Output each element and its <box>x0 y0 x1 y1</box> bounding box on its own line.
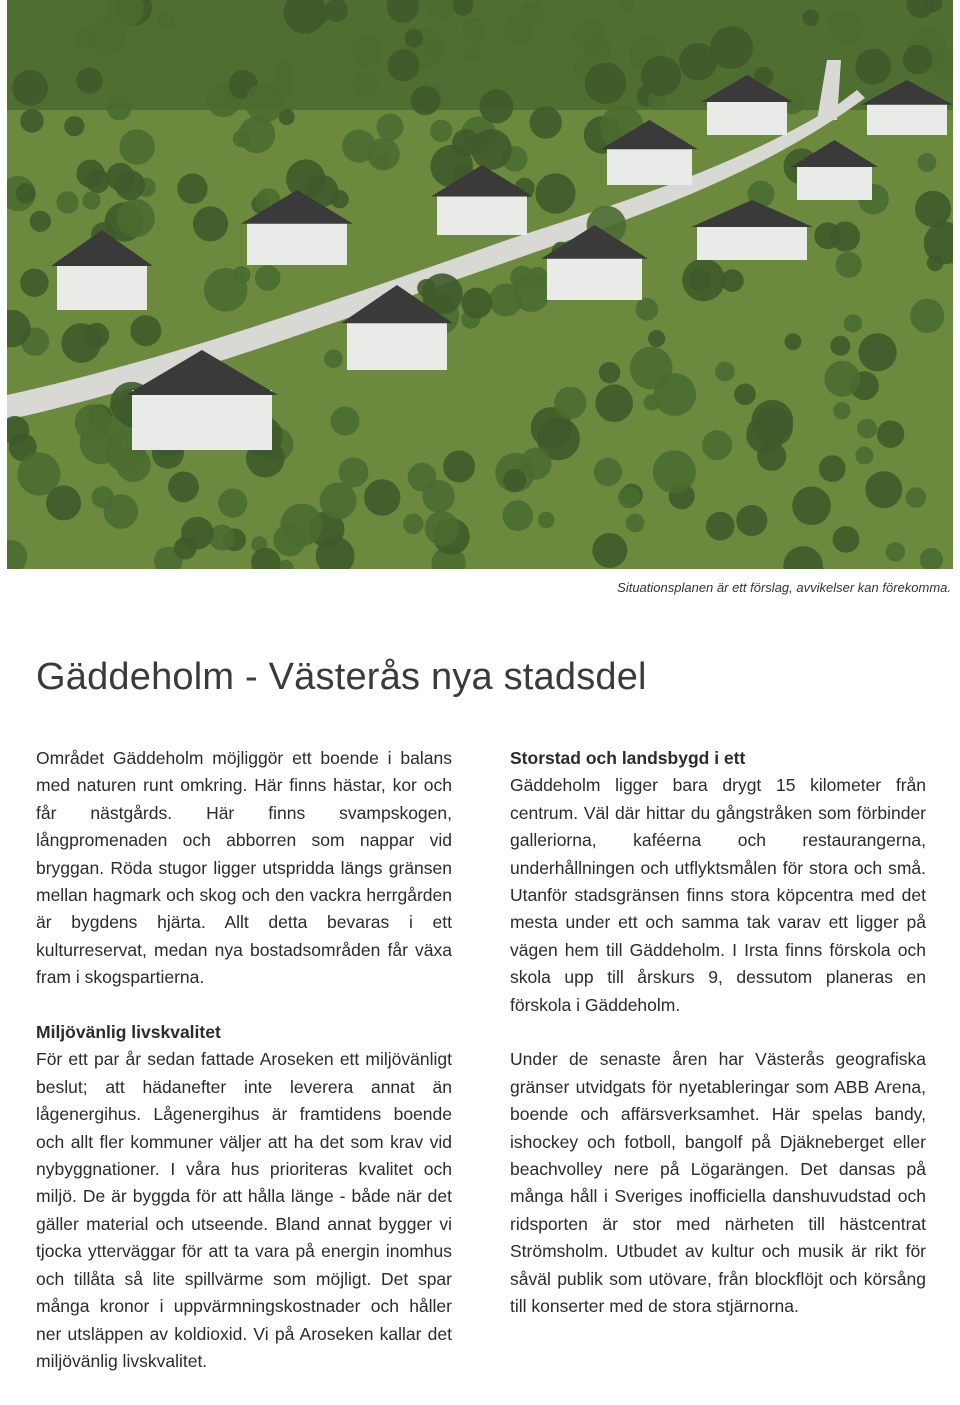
tree <box>320 482 357 519</box>
tree <box>927 255 944 272</box>
tree <box>855 447 873 465</box>
tree <box>92 486 114 508</box>
tree <box>339 457 369 487</box>
tree <box>648 330 665 347</box>
tree <box>430 120 452 142</box>
tree <box>64 116 84 136</box>
tree <box>573 19 607 53</box>
tree <box>599 362 620 383</box>
tree <box>387 49 419 81</box>
right-column <box>510 745 926 1321</box>
tree <box>682 259 725 302</box>
region-paragraph: Under de senaste åren har Västerås geografiska gränser utvidgats för nyetableringar som ABB Arena, boende och affärsverksamhet. Här spelas bandy, ishockey och fotboll, bangolf på Djäkneberget eller beachvolley nere på Lögarängen. Det dansas på många håll i Sveriges inofficiella danshuvudstad och ridsporten är stor med närheten till hästcentrat Strömsholm. Utbudet av kultur och musik är rikt för såväl publik som utövare, från blockflöjt och körsång till konserter med de stora stjärnorna. <box>510 1049 926 1317</box>
tree <box>286 159 325 198</box>
aerial-housing-image <box>7 0 953 569</box>
tree <box>20 269 48 297</box>
tree <box>844 314 862 332</box>
tree <box>87 17 126 56</box>
tree <box>653 450 696 493</box>
tree <box>158 12 176 30</box>
tree <box>75 404 112 441</box>
tree <box>833 526 860 553</box>
tree <box>910 299 944 333</box>
tree <box>830 336 850 356</box>
tree <box>915 191 951 227</box>
tree <box>461 288 492 319</box>
tree <box>751 400 793 442</box>
tree <box>877 421 904 448</box>
tree <box>411 86 440 115</box>
tree <box>331 407 360 436</box>
intro-paragraph: Området Gäddeholm möjliggör ett boende i balans med naturen runt omkring. Här finns hästar, kor och får nästgårds. Här finns svampskogen, långpromenaden och abborren som nappar vid bryggan. Röda stugor ligger utspridda längs gränsen mellan hagmark och skog och den vackra herrgården är bygdens hjärta. Allt detta bevaras i ett kulturreservat, medan nya bostadsområden får växa fram i skogspartierna. <box>36 748 452 988</box>
tree <box>836 252 862 278</box>
tree <box>46 485 81 520</box>
section-heading-city: Storstad och landsbygd i ett <box>510 748 746 768</box>
tree <box>107 96 132 121</box>
tree <box>626 514 645 533</box>
tree <box>785 333 802 350</box>
tree <box>636 298 659 321</box>
tree <box>233 130 250 147</box>
tree <box>479 89 513 123</box>
tree <box>20 109 44 133</box>
tree <box>403 514 424 535</box>
tree <box>218 489 247 518</box>
tree <box>404 29 423 48</box>
section-heading-environment: Miljövänlig livskvalitet <box>36 1022 221 1043</box>
tree <box>592 533 627 568</box>
city-paragraph: Gäddeholm ligger bara drygt 15 kilometer från centrum. Väl där hittar du gångstråken som förbinder galleriorna, kaféerna och restaurangerna, underhållningen och utflyktsmålen för stora och små. Utanför stadsgränsen finns stora köpcentra med det mesta under ett och samma tak varav ett ligger på vägen hem till Gäddeholm. I Irsta finns förskola och skola upp till årskurs 9, dessutom planeras en förskola i Gäddeholm. <box>510 775 926 1015</box>
tree <box>245 83 285 123</box>
tree <box>814 222 841 249</box>
tree <box>917 153 936 172</box>
tree <box>828 10 863 45</box>
tree <box>255 265 281 291</box>
tree <box>209 525 235 551</box>
tree <box>280 504 323 547</box>
tree <box>857 419 877 439</box>
image-caption: Situationsplanen är ett förslag, avvikelser kan förekomma. <box>617 580 951 595</box>
tree <box>819 455 846 482</box>
tree <box>342 129 375 162</box>
tree <box>504 15 533 44</box>
tree <box>324 349 343 368</box>
tree <box>824 361 860 397</box>
tree <box>106 163 134 191</box>
tree <box>618 486 640 508</box>
tree <box>352 72 378 98</box>
tree <box>422 480 454 512</box>
tree <box>715 362 735 382</box>
tree <box>351 36 382 67</box>
tree <box>641 56 681 96</box>
environment-paragraph: För ett par år sedan fattade Aroseken ett miljövänligt beslut; att hädanefter inte leverera annat än lågenergihus. Lågenergihus är framtidens boende och allt fler kommuner väljer att ha det som krav vid nybyggnationer. I våra hus prioriteras kvalitet och miljö. De är byggda för att hålla länge - både när det gäller material och utseende. Bland annat bygger vi tjocka ytterväggar för att ta vara på energin inomhus och tillåta så lite spillvärme som möjligt. Det spar många kronor i uppvärmningskostnader och håller ner utsläppen av koldioxid. Vi på Aroseken kallar det miljövänlig livskvalitet. <box>36 1049 452 1371</box>
tree <box>594 458 622 486</box>
tree <box>364 479 400 515</box>
tree <box>802 9 819 26</box>
tree <box>792 487 831 526</box>
tree <box>833 402 850 419</box>
tree <box>906 487 927 508</box>
tree <box>886 542 905 561</box>
tree <box>130 315 161 346</box>
tree <box>554 387 586 419</box>
tree <box>538 512 555 529</box>
tree <box>56 191 78 213</box>
tree <box>530 106 562 138</box>
tree <box>377 114 404 141</box>
tree <box>734 384 756 406</box>
tree <box>859 333 897 371</box>
tree <box>82 192 100 210</box>
tree <box>585 63 626 104</box>
tree <box>702 430 732 460</box>
tree <box>855 49 891 85</box>
tree <box>76 67 103 94</box>
tree <box>595 384 633 422</box>
tree <box>736 505 767 536</box>
tree <box>865 471 902 508</box>
tree <box>12 70 48 106</box>
tree <box>30 211 51 232</box>
tree <box>535 173 575 213</box>
tree <box>16 183 36 203</box>
tree <box>116 447 151 482</box>
tree <box>425 511 459 545</box>
tree <box>502 500 533 531</box>
tree <box>443 451 475 483</box>
tree <box>679 43 717 81</box>
tree <box>61 323 101 363</box>
aerial-housing-illustration <box>7 0 953 569</box>
tree <box>275 61 294 80</box>
tree <box>119 129 154 164</box>
tree <box>117 199 155 237</box>
tree <box>654 373 697 416</box>
tree <box>464 45 480 61</box>
tree <box>168 472 199 503</box>
tree <box>903 45 933 75</box>
tree <box>86 169 110 193</box>
tree <box>193 206 228 241</box>
tree <box>510 266 534 290</box>
tree <box>181 517 214 550</box>
left-column <box>36 745 452 1375</box>
tree <box>204 268 248 312</box>
tree <box>706 512 735 541</box>
tree <box>503 469 526 492</box>
tree <box>462 18 486 42</box>
tree <box>471 129 512 170</box>
page-title: Gäddeholm - Västerås nya stadsdel <box>36 656 647 698</box>
tree <box>177 174 207 204</box>
